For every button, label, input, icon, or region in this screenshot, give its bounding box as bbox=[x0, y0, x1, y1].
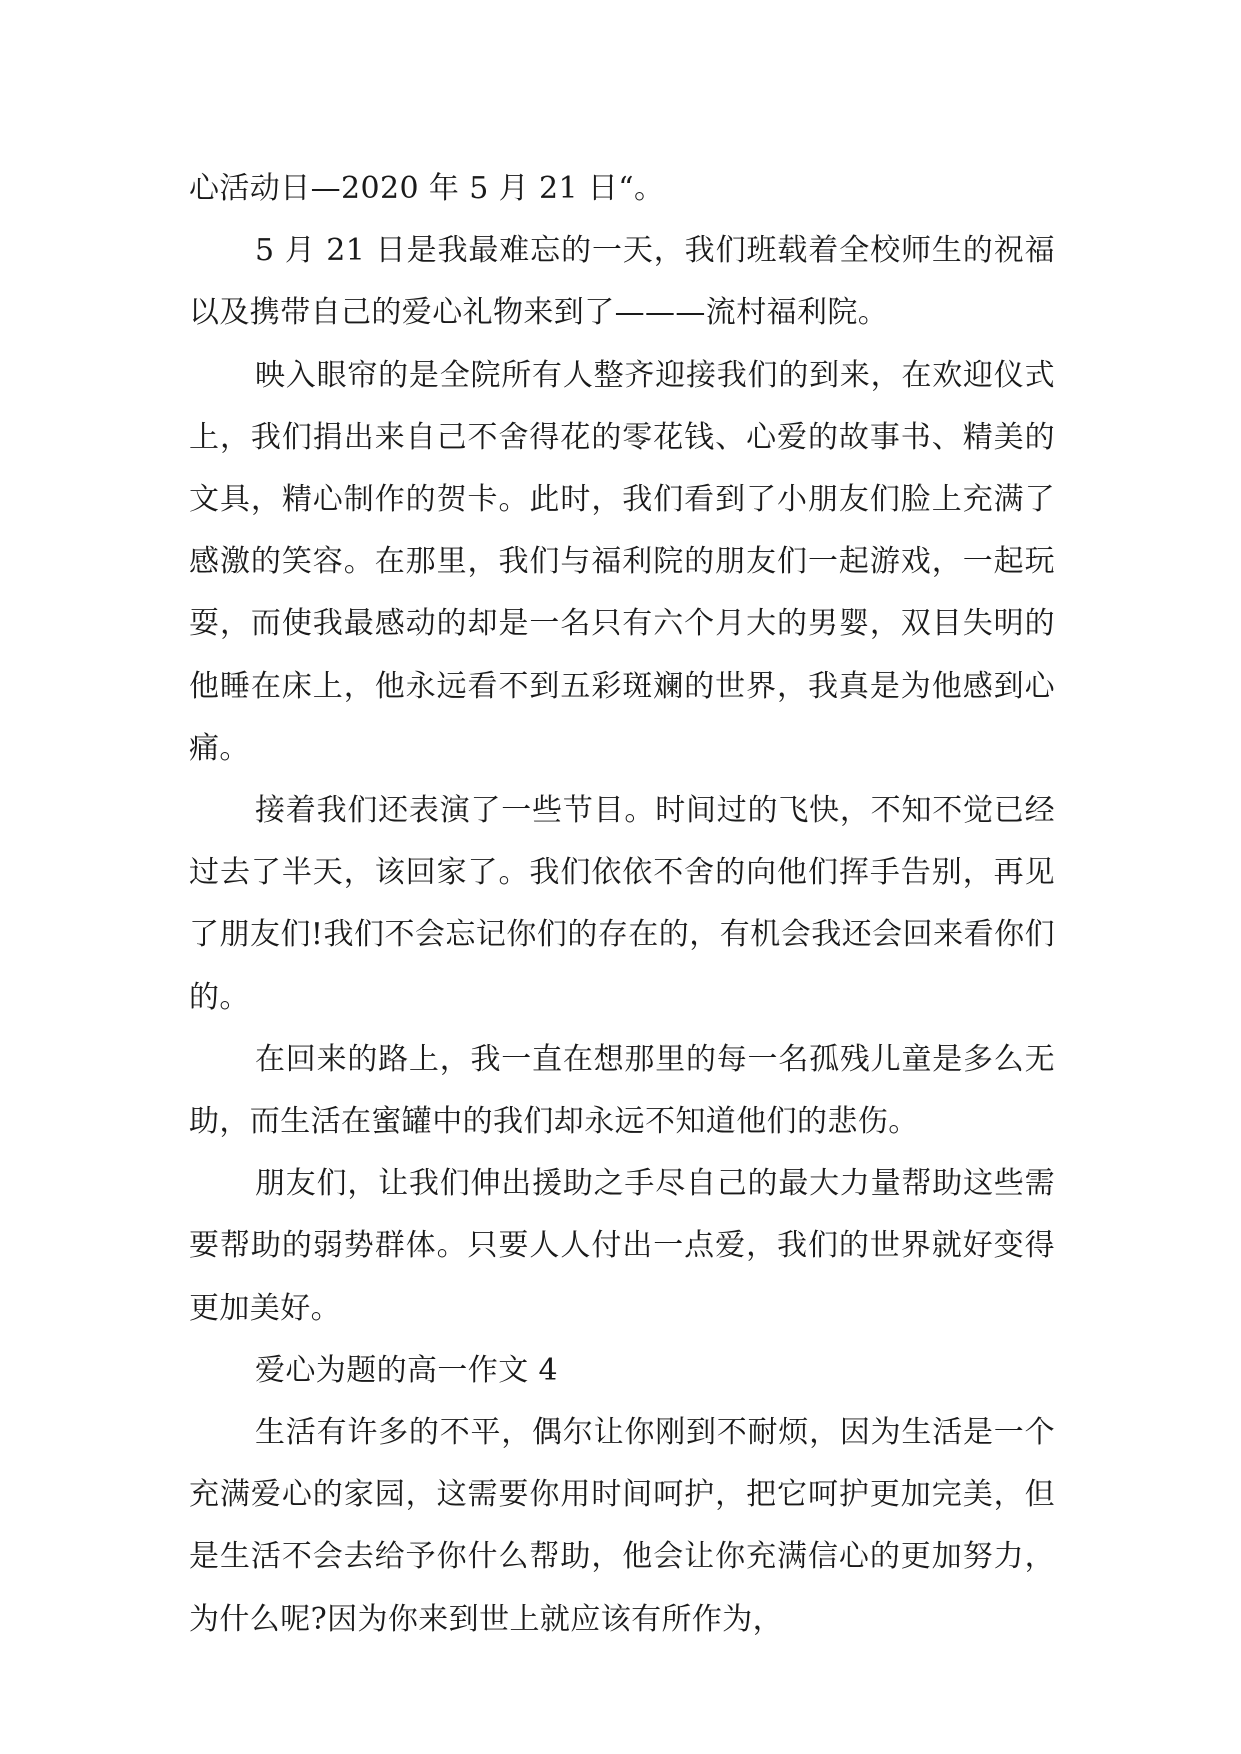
paragraph-continuation: 心活动日—2020 年 5 月 21 日“。 bbox=[189, 171, 665, 206]
paragraph-way-home: 在回来的路上，我一直在想那里的每一名孤残儿童是多么无助，而生活在蜜罐中的我们却永远不知道他们的悲伤。 bbox=[189, 1041, 1055, 1140]
paragraph-performance: 接着我们还表演了一些节目。时间过的飞快，不知不觉已经过去了半天，该回家了。我们依依不舍的向他们挥手告别，再见了朋友们!我们不会忘记你们的存在的，有机会我还会回来看你们的。 bbox=[189, 793, 1055, 1015]
document-page bbox=[189, 158, 1055, 1651]
paragraph-welcome-ceremony: 映入眼帘的是全院所有人整齐迎接我们的到来，在欢迎仪式上，我们捐出来自己不舍得花的零花钱、心爱的故事书、精美的文具，精心制作的贺卡。此时，我们看到了小朋友们脸上充满了感激的笑容。在那里，我们与福利院的朋友们一起游戏，一起玩耍，而使我最感动的却是一名只有六个月大的男婴，双目失明的他睡在床上，他永远看不到五彩斑斓的世界，我真是为他感到心痛。 bbox=[189, 357, 1055, 766]
paragraph-life-unfair: 生活有许多的不平，偶尔让你刚到不耐烦，因为生活是一个充满爱心的家园，这需要你用时间呵护，把它呵护更加完美，但是生活不会去给予你什么帮助，他会让你充满信心的更加努力，为什么呢?因为你来到世上就应该有所作为， bbox=[189, 1415, 1055, 1637]
paragraph-call-to-action: 朋友们，让我们伸出援助之手尽自己的最大力量帮助这些需要帮助的弱势群体。只要人人付出一点爱，我们的世界就好变得更加美好。 bbox=[189, 1166, 1055, 1326]
essay-heading: 爱心为题的高一作文 4 bbox=[255, 1352, 559, 1388]
paragraph-visit-day: 5 月 21 日是我最难忘的一天，我们班载着全校师生的祝福以及携带自己的爱心礼物来到了———流村福利院。 bbox=[189, 233, 1055, 331]
